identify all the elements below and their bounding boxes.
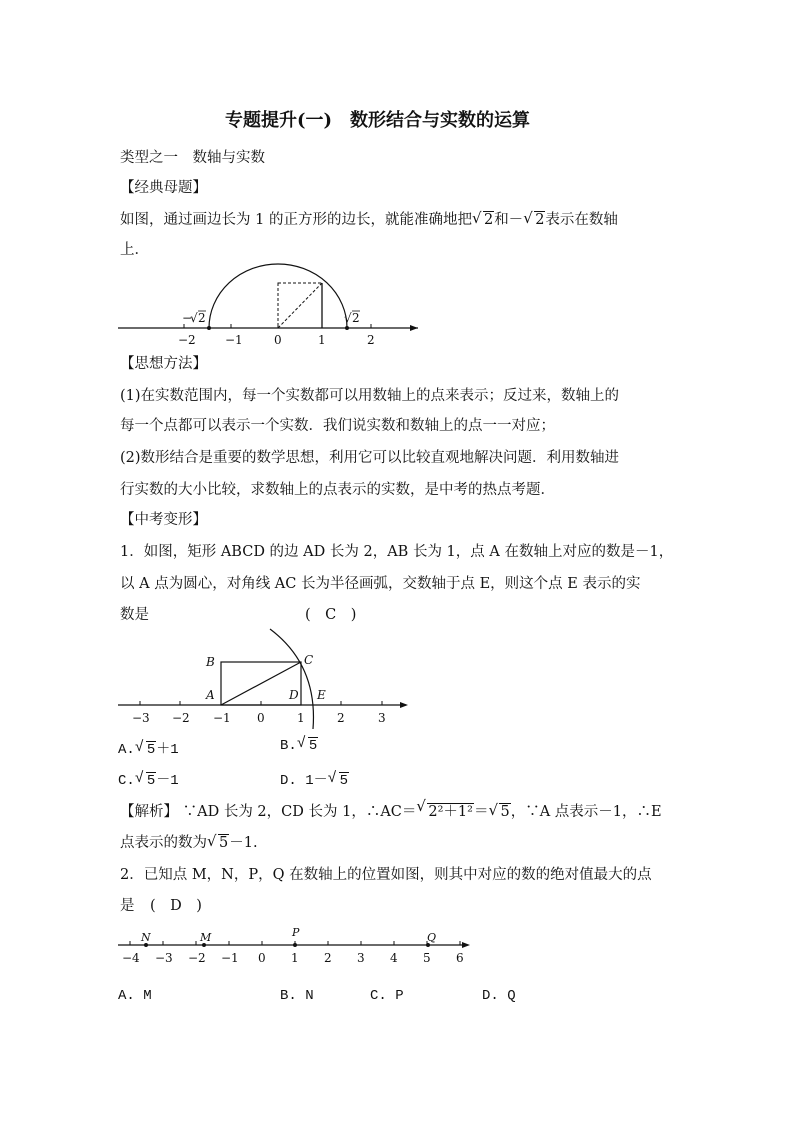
radicand: 2 bbox=[483, 212, 494, 228]
radicand: 2²＋1² bbox=[428, 804, 473, 820]
tick-label: 0 bbox=[258, 951, 266, 965]
sqrt-expression bbox=[135, 742, 156, 758]
option-prefix: A. bbox=[118, 742, 135, 758]
point-label-m: M bbox=[200, 931, 212, 944]
radicand: 5 bbox=[308, 738, 318, 754]
point-label-q: Q bbox=[427, 931, 437, 944]
option-prefix: C. bbox=[118, 773, 135, 789]
tick-label: 2 bbox=[367, 333, 375, 347]
method-line2: 每一个点都可以表示一个实数．我们说实数和数轴上的点一一对应； bbox=[120, 418, 555, 434]
option-d bbox=[280, 769, 349, 789]
sqrt2-radicand: 2 bbox=[352, 311, 360, 325]
point-p bbox=[293, 943, 297, 947]
tick-label: −2 bbox=[172, 711, 190, 725]
neg-sqrt2-radicand: 2 bbox=[198, 311, 206, 325]
radicand: 5 bbox=[146, 773, 156, 789]
neg-sqrt2-sign: − bbox=[182, 311, 193, 325]
option-suffix: －1 bbox=[156, 773, 179, 789]
option-c bbox=[118, 769, 179, 789]
point-label-e: E bbox=[317, 688, 326, 702]
classic-text-line1 bbox=[120, 208, 618, 229]
arrow-icon bbox=[410, 325, 418, 331]
sqrt-expression bbox=[135, 773, 156, 789]
q2-option-a: A. M bbox=[118, 988, 152, 1004]
sqrt-expression bbox=[488, 804, 510, 820]
tick-label: 3 bbox=[357, 951, 365, 965]
tick-label: 0 bbox=[274, 333, 282, 347]
tick-label: 6 bbox=[456, 951, 464, 965]
sqrt-expression bbox=[472, 212, 494, 228]
tick-label: 3 bbox=[378, 711, 386, 725]
point-label-d: D bbox=[289, 688, 299, 702]
arrow-icon bbox=[400, 702, 408, 708]
tick-label: 1 bbox=[318, 333, 326, 347]
q2-option-b: B. N bbox=[280, 988, 314, 1004]
method-heading: 【思想方法】 bbox=[120, 356, 207, 372]
arc-radius-ac bbox=[270, 629, 313, 729]
classic-and: 和－ bbox=[494, 212, 524, 228]
analysis-heading: 【解析】 bbox=[120, 804, 178, 820]
q1-line1: 1．如图，矩形 ABCD 的边 AD 长为 2，AB 长为 1，点 A 在数轴上对应的数是－1， bbox=[120, 544, 674, 560]
tick-label: −4 bbox=[122, 951, 140, 965]
figure-sqrt2-number-line bbox=[118, 258, 428, 350]
analysis-text: ∵AD 长为 2，CD 长为 1，∴AC＝ bbox=[182, 804, 417, 820]
analysis-line2 bbox=[120, 831, 258, 852]
q2-line1: 2．已知点 M，N，P，Q 在数轴上的位置如图，则其中对应的数的绝对值最大的点 bbox=[120, 867, 652, 883]
tick-label: 0 bbox=[257, 711, 265, 725]
tick-label: 2 bbox=[337, 711, 345, 725]
tick-label: 2 bbox=[324, 951, 332, 965]
tick-label: −1 bbox=[221, 951, 239, 965]
arrow-icon bbox=[462, 942, 470, 948]
section-heading: 类型之一 数轴与实数 bbox=[120, 150, 265, 166]
q2-option-c: C. P bbox=[370, 988, 404, 1004]
radicand: 5 bbox=[500, 804, 510, 820]
tick-label: −3 bbox=[132, 711, 150, 725]
radicand: 5 bbox=[146, 742, 156, 758]
q2-option-d: D. Q bbox=[482, 988, 516, 1004]
point-label-n: N bbox=[141, 931, 151, 944]
square-diagonal bbox=[278, 283, 322, 328]
variant-heading: 【中考变形】 bbox=[120, 512, 207, 528]
sqrt-sign: √ bbox=[190, 311, 198, 325]
option-suffix: ＋1 bbox=[156, 742, 179, 758]
point-sqrt2 bbox=[345, 326, 349, 330]
classic-text-part2: 表示在数轴 bbox=[545, 212, 618, 228]
page-title: 专题提升(一) 数形结合与实数的运算 bbox=[225, 110, 531, 131]
method-line4: 行实数的大小比较，求数轴上的点表示的实数，是中考的热点考题． bbox=[120, 482, 555, 498]
analysis-text: ，∵A 点表示－1，∴E bbox=[510, 804, 662, 820]
option-b bbox=[280, 738, 318, 754]
tick-label: −2 bbox=[188, 951, 206, 965]
q2-answer: ( D ) bbox=[150, 898, 202, 914]
sqrt-sign: √ bbox=[344, 311, 352, 325]
analysis-text: 点表示的数为 bbox=[120, 835, 207, 851]
option-prefix: D. 1－ bbox=[280, 773, 328, 789]
q1-answer: ( C ) bbox=[305, 607, 357, 623]
tick-label: −1 bbox=[225, 333, 243, 347]
option-a bbox=[118, 738, 179, 758]
sqrt-expression bbox=[207, 835, 229, 851]
q1-line2: 以 A 点为圆心，对角线 AC 长为半径画弧，交数轴于点 E，则这个点 E 表示的实 bbox=[120, 576, 641, 592]
point-label-b: B bbox=[206, 655, 215, 669]
analysis-text: －1. bbox=[229, 835, 258, 851]
q1-line3: 数是 bbox=[120, 607, 149, 623]
sqrt-expression bbox=[297, 738, 318, 754]
classic-text-part1: 如图，通过画边长为 1 的正方形的边长，就能准确地把 bbox=[120, 212, 472, 228]
tick-label: −3 bbox=[155, 951, 173, 965]
point-label-a: A bbox=[206, 688, 215, 702]
sqrt-expression bbox=[416, 800, 474, 821]
figure-rectangle-number-line bbox=[118, 625, 418, 735]
sqrt-expression bbox=[523, 212, 545, 228]
method-line1: (1)在实数范围内，每一个实数都可以用数轴上的点来表示；反过来，数轴上的 bbox=[120, 388, 620, 404]
analysis-line1 bbox=[120, 800, 662, 821]
point-neg-sqrt2 bbox=[207, 326, 211, 330]
tick-label: −2 bbox=[178, 333, 196, 347]
analysis-text: ＝ bbox=[473, 804, 489, 820]
tick-label: 1 bbox=[297, 711, 305, 725]
sqrt-expression bbox=[328, 773, 349, 789]
ticks-fig1 bbox=[184, 324, 371, 328]
figure-mnpq-number-line bbox=[118, 925, 478, 970]
radicand: 2 bbox=[535, 212, 545, 228]
method-line3: (2)数形结合是重要的数学思想，利用它可以比较直观地解决问题．利用数轴进 bbox=[120, 450, 620, 466]
classic-heading: 【经典母题】 bbox=[120, 180, 207, 196]
tick-label: 1 bbox=[291, 951, 299, 965]
tick-label: −1 bbox=[213, 711, 231, 725]
tick-label: 5 bbox=[423, 951, 431, 965]
q2-line2: 是 bbox=[120, 898, 135, 914]
tick-label: 4 bbox=[390, 951, 398, 965]
point-label-c: C bbox=[304, 653, 314, 667]
radicand: 5 bbox=[219, 835, 229, 851]
option-prefix: B. bbox=[280, 738, 297, 754]
classic-text-line2: 上． bbox=[120, 242, 149, 258]
point-label-p: P bbox=[292, 926, 300, 939]
radicand: 5 bbox=[339, 773, 349, 789]
